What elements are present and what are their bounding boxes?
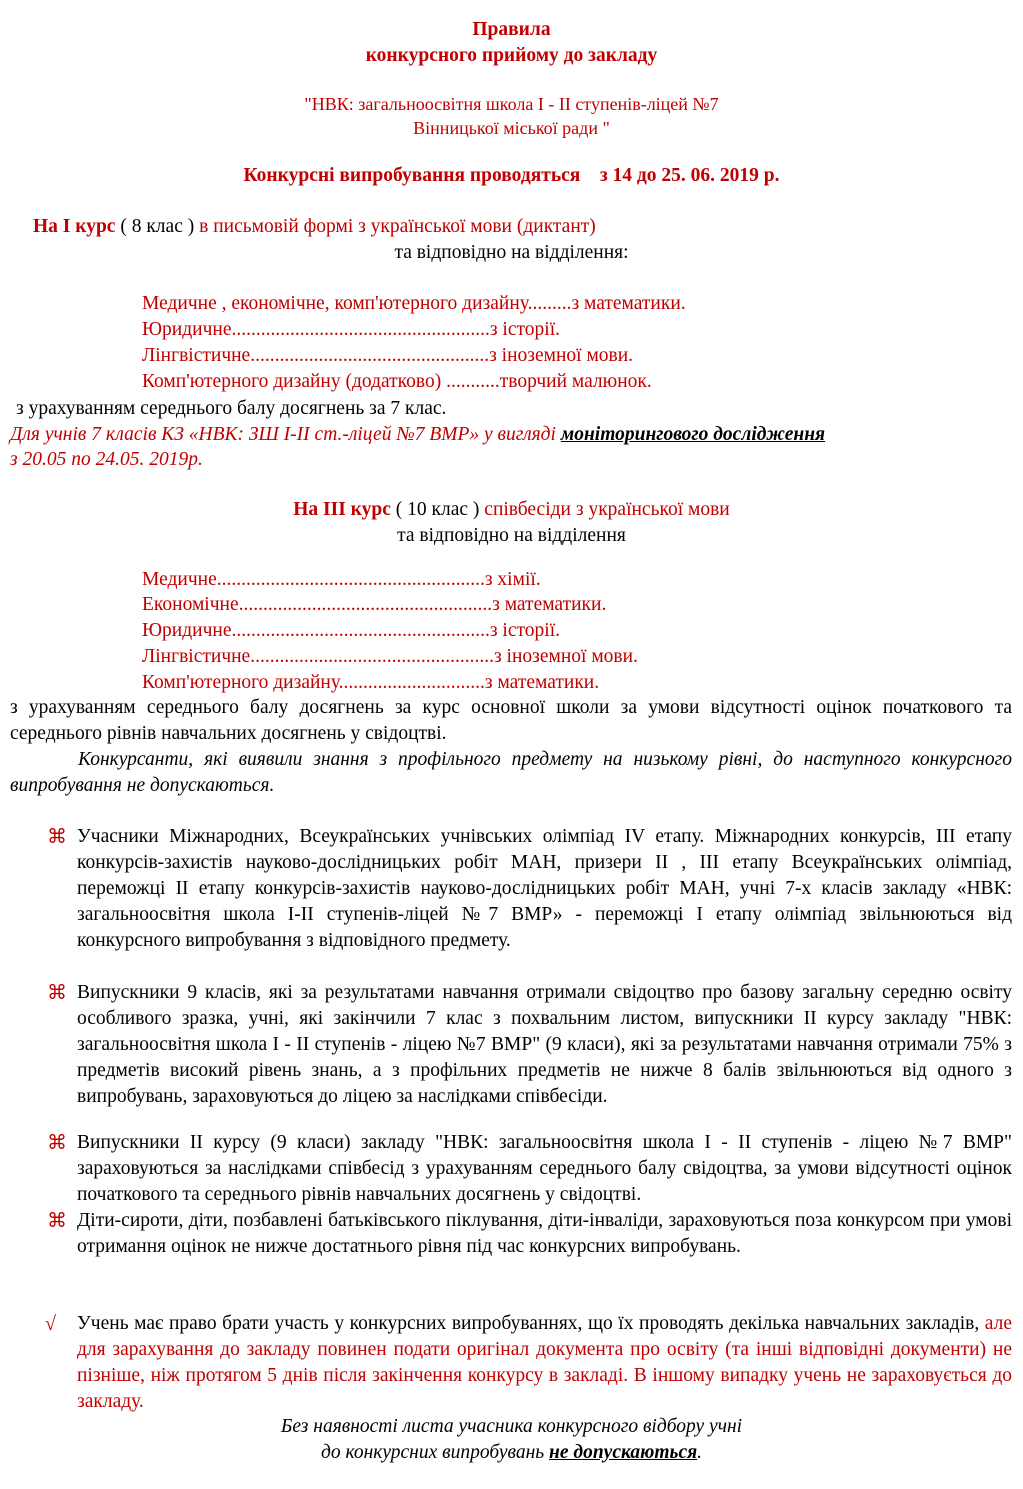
monitoring-prefix: Для учнів 7 класів КЗ «НВК: ЗШ І-ІІ ст.-ліцей №7 ВМР» у вигляді — [10, 424, 561, 445]
title-line-1: Правила — [472, 19, 551, 40]
footer-line-2 — [0, 1440, 1023, 1465]
course1-heading — [33, 214, 596, 239]
monitoring-dates: з 20.05 по 24.05. 2019р. — [10, 449, 203, 470]
bullet-icon: ⌘ — [47, 1132, 67, 1154]
list-item: Учасники Міжнародних, Всеукраїнських учнівських олімпіад IV етапу. Міжнародних конкурсів, ІІІ етапу конкурсів-захистів науково-дослідницьких робіт МАН, призери ІІ , ІІІ етапу Всеукраїнських олімпіад, переможці ІІ етапу конкурсів-захистів науково-дослідницьких робіт МАН, учні 7-х класів закладу «НВК: загальноосвітня школа І-ІІ ступенів-ліцей №7 ВМР» - переможці І етапу олімпіад звільнюються від конкурсного випробування з відповідного предмету. — [77, 826, 1012, 951]
course3-department: Медичне.......................................................з хімії. — [142, 569, 541, 590]
course3-department: Лінгвістичне..................................................з іноземної мови. — [142, 646, 638, 667]
course3-format: співбесіди з української мови — [484, 499, 730, 520]
course3-grade: ( 10 клас ) — [390, 499, 485, 520]
course3-department: Економічне....................................................з математики. — [142, 594, 607, 615]
school-name-line-2: Вінницької міської ради " — [413, 118, 610, 138]
list-item: Випускники ІІ курсу (9 класи) закладу "НВК: загальноосвітня школа І - ІІ ступенів - ліцею №7 ВМР" зараховуються за наслідками співбесід з урахуванням середнього балу свідоцтва, за умови відсутності оцінок початкового та середнього рівнів навчальних досягнень у свідоцтві. — [77, 1132, 1012, 1205]
competition-dates: Конкурсні випробування проводяться з 14 до 25. 06. 2019 р. — [243, 165, 780, 186]
course1-format: в письмовій формі з української мови (диктант) — [199, 216, 596, 237]
monitoring-note — [10, 422, 825, 447]
course1-note: з урахуванням середнього балу досягнень за 7 клас. — [16, 398, 447, 419]
course3-warning: Конкурсанти, які виявили знання з профільного предмету на низькому рівні, до наступного конкурсного випробування не допускаються. — [10, 749, 1012, 796]
course3-department: Комп'ютерного дизайну..............................з математики. — [142, 672, 600, 693]
course3-department: Юридичне.....................................................з історії. — [142, 620, 560, 641]
final-note-text: Учень має право брати участь у конкурсних випробуваннях, що їх проводять декілька навчальних закладів, — [77, 1313, 985, 1334]
checkmark-icon: √ — [45, 1313, 56, 1335]
final-note-warning: але для зарахування до закладу повинен подати оригінал документа про освіту (та інші відповідні документи) не пізніше, ніж протягом 5 днів після закінчення конкурсу в закладі. В іншому випадку учень не зараховується до закладу. — [77, 1313, 1012, 1412]
course3-sub: та відповідно на відділення — [397, 525, 626, 546]
course1-department: Лінгвістичне.................................................з іноземної мови. — [142, 345, 634, 366]
bullet-icon: ⌘ — [47, 982, 67, 1004]
title-line-2: конкурсного прийому до закладу — [365, 45, 658, 66]
footer-prefix: до конкурсних випробувань — [320, 1442, 550, 1463]
course1-sub: та відповідно на відділення: — [394, 242, 629, 263]
final-note — [77, 1311, 1012, 1415]
course3-note: з урахуванням середнього балу досягнень за курс основної школи за умови відсутності оцінок початкового та середнього рівнів навчальних досягнень у свідоцтві. — [10, 697, 1012, 744]
school-name-line-1: "НВК: загальноосвітня школа І - ІІ ступенів-ліцей №7 — [304, 94, 719, 114]
course3-heading — [0, 497, 1023, 522]
course1-heading-bold: На І курс — [33, 216, 116, 237]
bullet-icon: ⌘ — [47, 826, 67, 848]
course1-department: Юридичне.....................................................з історії. — [142, 319, 560, 340]
footer-line-1: Без наявності листа учасника конкурсного відбору учні — [280, 1416, 743, 1437]
footer-suffix: . — [697, 1442, 703, 1463]
course1-department: Комп'ютерного дизайну (додатково) ...........творчий малюнок. — [142, 371, 652, 392]
footer-emphasis: не допускаються — [549, 1442, 698, 1463]
list-item: Випускники 9 класів, які за результатами навчання отримали свідоцтво про базову загальну середню освіту особливого зразка, учні, які закінчили 7 клас з похвальним листом, випускники ІІ курсу закладу "НВК: загальноосвітня школа І - ІІ ступенів - ліцею №7 ВМР" (9 класи), які за результатами навчання отримали 75% з предметів високий рівень знань, а з профільних предметів не нижче 8 балів звільнюються від одного з випробувань, зараховуються до ліцею за наслідками співбесіди. — [77, 982, 1012, 1107]
bullet-icon: ⌘ — [47, 1210, 67, 1232]
monitoring-emphasis: моніторингового дослідження — [560, 424, 826, 445]
course3-heading-bold: На ІІІ курс — [293, 499, 391, 520]
list-item: Діти-сироти, діти, позбавлені батьківського піклування, діти-інваліди, зараховуються поза конкурсом при умові отримання оцінок не нижче достатнього рівня під час конкурсних випробувань. — [77, 1210, 1012, 1257]
course1-department: Медичне , економічне, комп'ютерного дизайну.........з математики. — [142, 293, 686, 314]
course1-grade: ( 8 клас ) — [115, 216, 200, 237]
